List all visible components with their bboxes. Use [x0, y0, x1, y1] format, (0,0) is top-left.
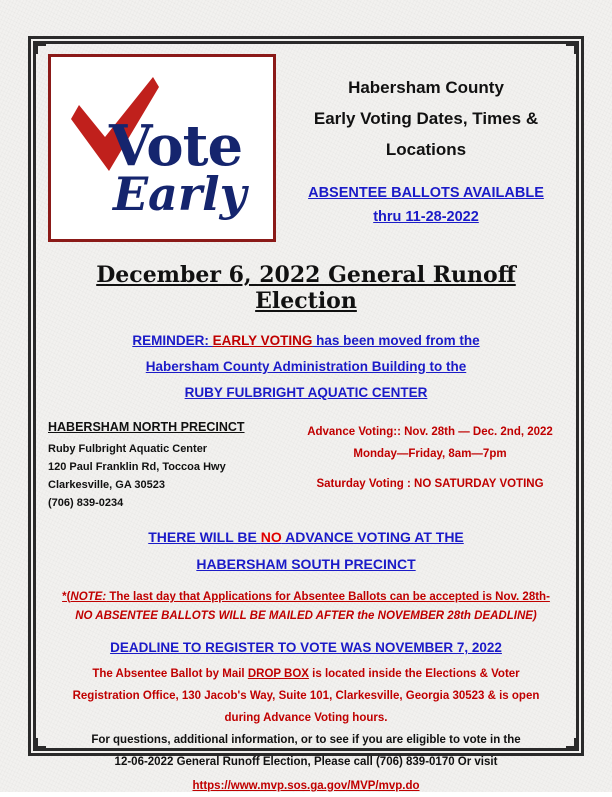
logo-early-text: Early [113, 167, 247, 221]
absentee-notice [288, 181, 564, 229]
questions-line-2: 12-06-2022 General Runoff Election, Please call (706) 839-0170 Or visit [114, 756, 498, 768]
note-rest: The last day that Applications for Absentee Ballots can be accepted is Nov. 28th- [106, 591, 550, 603]
drop-box-line [48, 663, 564, 685]
reminder-line-2: Habersham County Administration Building to the [145, 359, 467, 374]
flyer-content [48, 48, 564, 797]
mvp-link[interactable] [48, 773, 564, 797]
reminder-line-1 [48, 328, 564, 354]
advance-voting-hours: Monday—Friday, 8am—7pm [353, 448, 507, 460]
advance-voting-dates: Nov. 28th — Dec. 2nd, 2022 [404, 426, 553, 438]
registration-office-line: Registration Office, 130 Jacob's Way, Suite 101, Clarkesville, Georgia 30523 & is open [72, 690, 540, 702]
precinct-address-line-2: 120 Paul Franklin Rd, Toccoa Hwy [48, 461, 226, 473]
logo-vote-text: Vote [109, 113, 243, 179]
reminder-line-3: RUBY FULBRIGHT AQUATIC CENTER [184, 385, 428, 400]
note-star: *( [62, 591, 71, 603]
precinct-address-block [48, 420, 286, 512]
questions-line-1: For questions, additional information, or to see if you are eligible to vote in the [91, 734, 521, 746]
registration-deadline: DEADLINE TO REGISTER TO VOTE WAS NOVEMBER 7, 2022 [110, 640, 502, 655]
no-advance-voting-block [48, 524, 564, 578]
no-advance-red-word: NO [260, 529, 282, 545]
reminder-block [48, 328, 564, 406]
saturday-voting-label: Saturday Voting : [316, 478, 411, 490]
absentee-notice-line-1: ABSENTEE BALLOTS AVAILABLE [308, 185, 544, 201]
office-hours-line: during Advance Voting hours. [224, 712, 388, 724]
note-keyword: NOTE: [70, 591, 107, 603]
saturday-voting-row [296, 473, 564, 495]
page-title-line-1: Habersham County [348, 78, 504, 97]
no-advance-line-1 [48, 524, 564, 551]
precinct-name: HABERSHAM NORTH PRECINCT [48, 420, 245, 434]
no-advance-suffix: ADVANCE VOTING AT THE [281, 529, 464, 545]
no-advance-line-2: HABERSHAM SOUTH PRECINCT [196, 556, 416, 572]
precinct-phone: (706) 839-0234 [48, 497, 124, 509]
advance-voting-label: Advance Voting:: [307, 426, 401, 438]
absentee-notice-line-2: thru 11-28-2022 [373, 209, 479, 225]
footer-block [48, 663, 564, 797]
mvp-link-text[interactable]: https://www.mvp.sos.ga.gov/MVP/mvp.do [192, 780, 420, 792]
precinct-info [48, 420, 564, 512]
precinct-address-line-1: Ruby Fulbright Aquatic Center [48, 443, 208, 455]
saturday-voting-value: NO SATURDAY VOTING [414, 478, 544, 490]
page-title-line-2: Early Voting Dates, Times & [313, 109, 539, 128]
drop-box-label: DROP BOX [247, 668, 309, 680]
drop-box-prefix: The Absentee Ballot by Mail [92, 668, 248, 680]
advance-voting-dates-row [296, 421, 564, 443]
drop-box-suffix: is located inside the Elections & Voter [308, 668, 520, 680]
election-title: December 6, 2022 General Runoff Election [96, 262, 516, 314]
header [48, 48, 564, 242]
absentee-note-line-1 [48, 588, 564, 607]
absentee-note-block [48, 588, 564, 626]
page-title-line-3: Locations [385, 140, 467, 159]
vote-early-logo [48, 54, 276, 242]
precinct-address-line-3: Clarkesville, GA 30523 [48, 479, 166, 491]
header-title-block [288, 54, 564, 229]
reminder-prefix: REMINDER: [132, 333, 213, 348]
absentee-note-line-2: NO ABSENTEE BALLOTS WILL BE MAILED AFTER the NOVEMBER 28th DEADLINE) [75, 610, 537, 622]
reminder-suffix: has been moved from the [312, 333, 480, 348]
reminder-red-text: EARLY VOTING [212, 333, 313, 348]
precinct-schedule-block [296, 420, 564, 512]
no-advance-prefix: THERE WILL BE [148, 529, 261, 545]
